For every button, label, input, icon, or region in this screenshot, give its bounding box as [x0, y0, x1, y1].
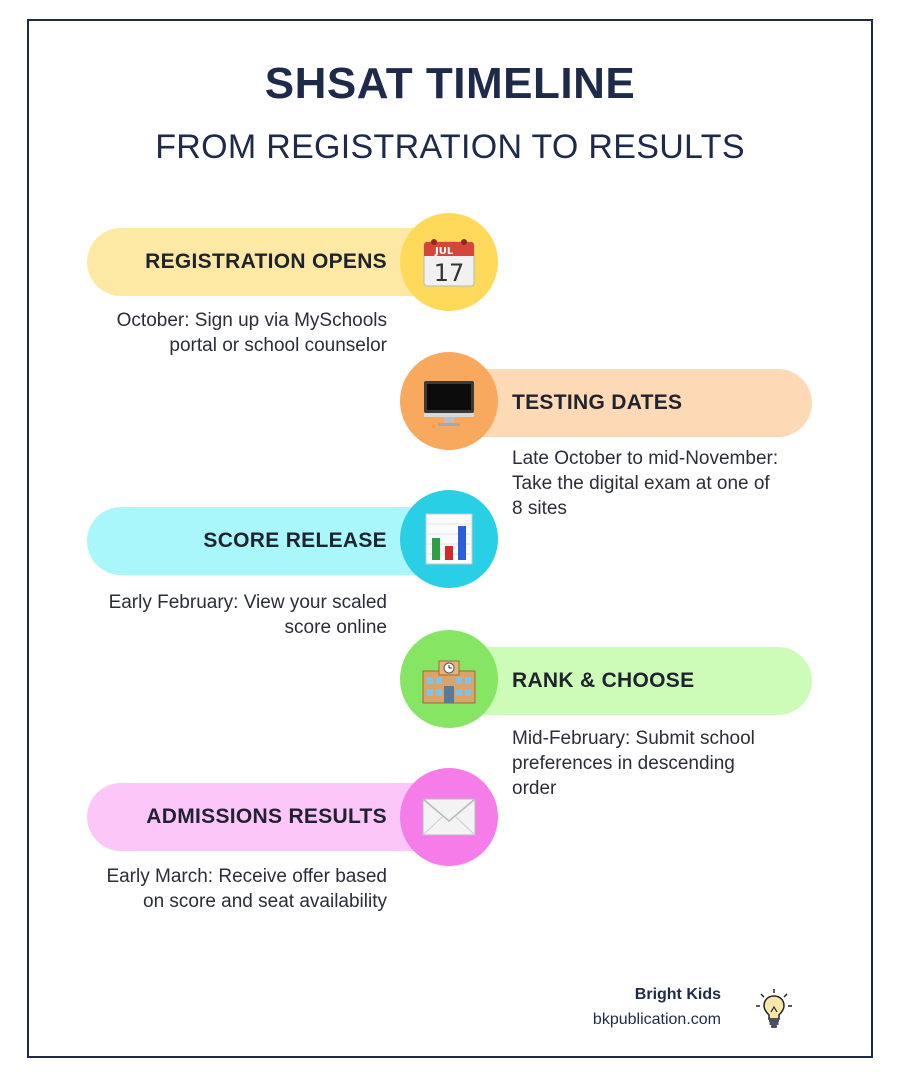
- step-admissions-description: Early March: Receive offer based on score and seat availability: [106, 866, 387, 912]
- step-registration-description: October: Sign up via MySchools portal or school counselor: [116, 310, 387, 356]
- calendar-day-text: 17: [433, 259, 465, 287]
- step-testing-label: TESTING DATES: [512, 391, 683, 414]
- step-score-label: SCORE RELEASE: [203, 529, 387, 552]
- step-registration-circle: [400, 213, 498, 311]
- step-admissions-circle: [400, 768, 498, 866]
- calendar-month-text: JUL: [435, 246, 454, 257]
- step-rank-circle: [400, 630, 498, 728]
- step-rank-label: RANK & CHOOSE: [512, 669, 695, 692]
- page-title: SHSAT TIMELINE: [264, 59, 636, 108]
- step-testing-circle: [400, 352, 498, 450]
- step-admissions-pill: [87, 783, 447, 851]
- lightbulb-icon: [755, 988, 793, 1032]
- step-registration-label: REGISTRATION OPENS: [145, 250, 387, 273]
- step-score-pill: [87, 507, 447, 575]
- calendar-icon: [421, 234, 477, 290]
- school-building-icon: [421, 653, 477, 705]
- step-rank-pill: [450, 647, 812, 715]
- computer-monitor-icon: [421, 373, 477, 429]
- brand-name: Bright Kids: [634, 986, 721, 1003]
- brand-url: bkpublication.com: [592, 1011, 721, 1028]
- step-testing-description: Late October to mid-November: Take the digital exam at one of 8 sites: [512, 448, 779, 519]
- step-score-circle: [400, 490, 498, 588]
- envelope-icon: [421, 797, 477, 837]
- page-subtitle: FROM REGISTRATION TO RESULTS: [155, 128, 745, 166]
- step-rank-description: Mid-February: Submit school preferences in descending order: [512, 728, 755, 799]
- step-registration-pill: [87, 228, 447, 296]
- step-score-description: Early February: View your scaled score online: [108, 592, 387, 638]
- step-admissions-label: ADMISSIONS RESULTS: [146, 805, 387, 828]
- step-testing-pill: [450, 369, 812, 437]
- bar-chart-icon: [423, 512, 475, 566]
